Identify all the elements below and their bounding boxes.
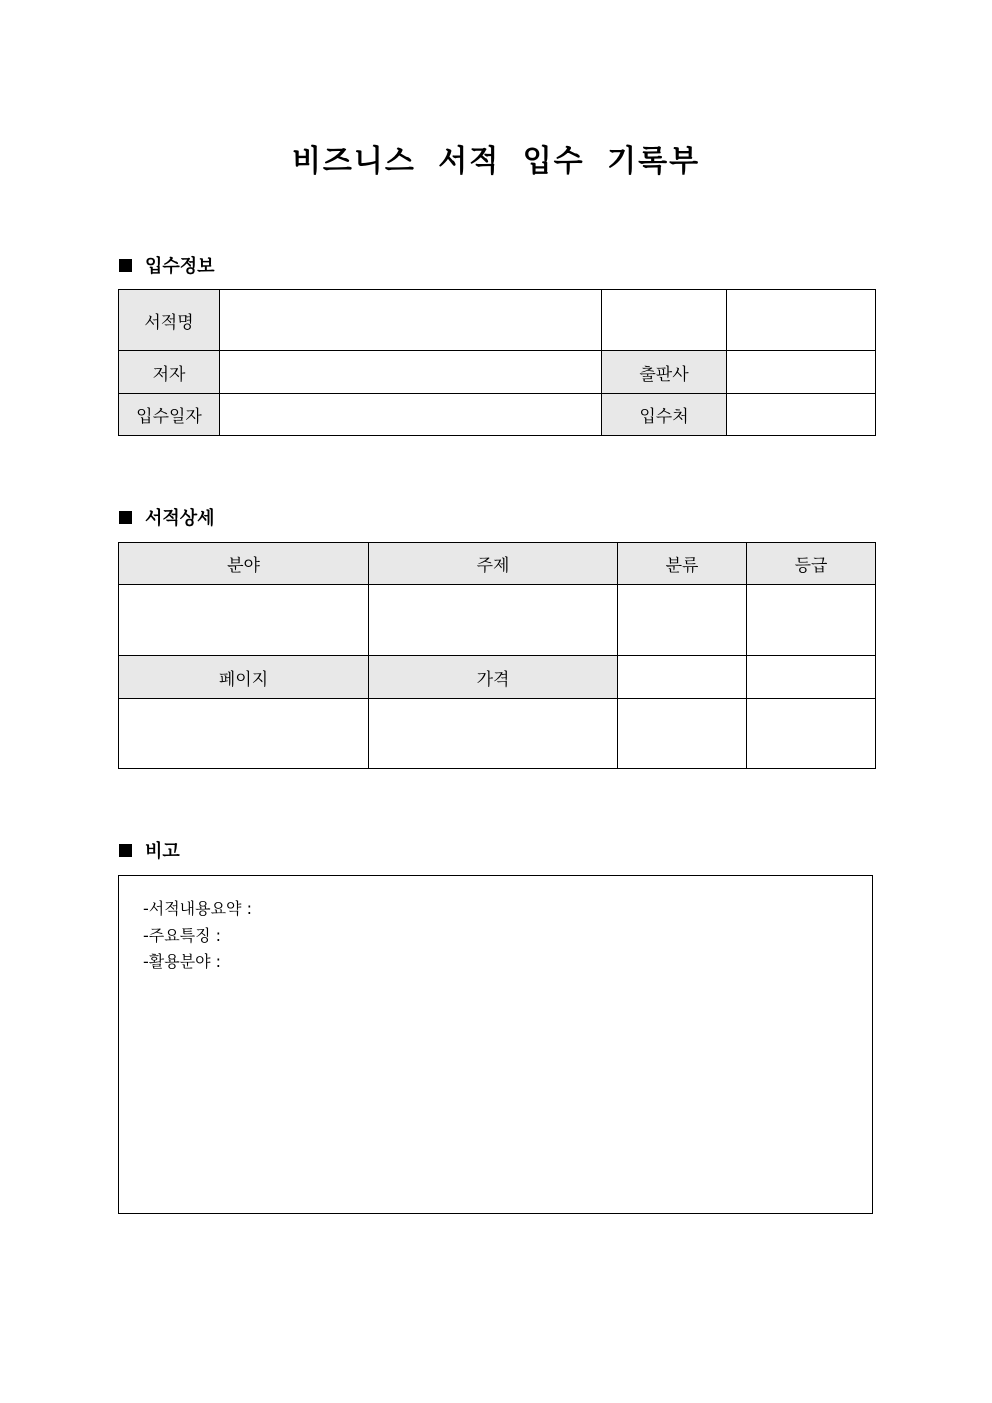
book-title-label: 서적명	[119, 290, 220, 351]
book-title-field[interactable]	[220, 290, 602, 351]
remarks-box[interactable]	[118, 875, 873, 1214]
blank-cell[interactable]	[747, 656, 876, 699]
category-input[interactable]	[618, 585, 747, 656]
section-heading-acquisition	[119, 253, 215, 277]
features-line: -주요특징 :	[143, 925, 222, 945]
square-bullet-icon	[119, 511, 132, 524]
section-label: 비고	[145, 841, 180, 862]
topic-header: 주제	[369, 543, 618, 585]
acquired-date-label: 입수일자	[119, 394, 220, 436]
book-details-table	[118, 542, 876, 769]
author-label: 저자	[119, 351, 220, 394]
field-input[interactable]	[119, 585, 369, 656]
source-label: 입수처	[602, 394, 727, 436]
grade-header: 등급	[747, 543, 876, 585]
blank-cell[interactable]	[618, 699, 747, 769]
publisher-field[interactable]	[727, 351, 876, 394]
acquisition-info-table	[118, 289, 876, 436]
field-header: 분야	[119, 543, 369, 585]
acquired-date-field[interactable]	[220, 394, 602, 436]
square-bullet-icon	[119, 259, 132, 272]
blank-label-cell	[602, 290, 727, 351]
category-header: 분류	[618, 543, 747, 585]
pages-header: 페이지	[119, 656, 369, 699]
topic-input[interactable]	[369, 585, 618, 656]
publisher-label: 출판사	[602, 351, 727, 394]
pages-input[interactable]	[119, 699, 369, 769]
price-header: 가격	[369, 656, 618, 699]
usage-line: -활용분야 :	[143, 952, 222, 971]
price-input[interactable]	[369, 699, 618, 769]
blank-field-cell[interactable]	[727, 290, 876, 351]
author-field[interactable]	[220, 351, 602, 394]
section-heading-remarks	[119, 838, 180, 862]
section-label: 입수정보	[145, 256, 215, 277]
blank-cell[interactable]	[747, 699, 876, 769]
section-label: 서적상세	[145, 508, 215, 529]
summary-line: -서적내용요약 :	[143, 899, 252, 918]
grade-input[interactable]	[747, 585, 876, 656]
blank-cell[interactable]	[618, 656, 747, 699]
section-heading-details	[119, 505, 215, 529]
page-title: 비즈니스 서적 입수 기록부	[291, 144, 701, 179]
square-bullet-icon	[119, 844, 132, 857]
source-field[interactable]	[727, 394, 876, 436]
